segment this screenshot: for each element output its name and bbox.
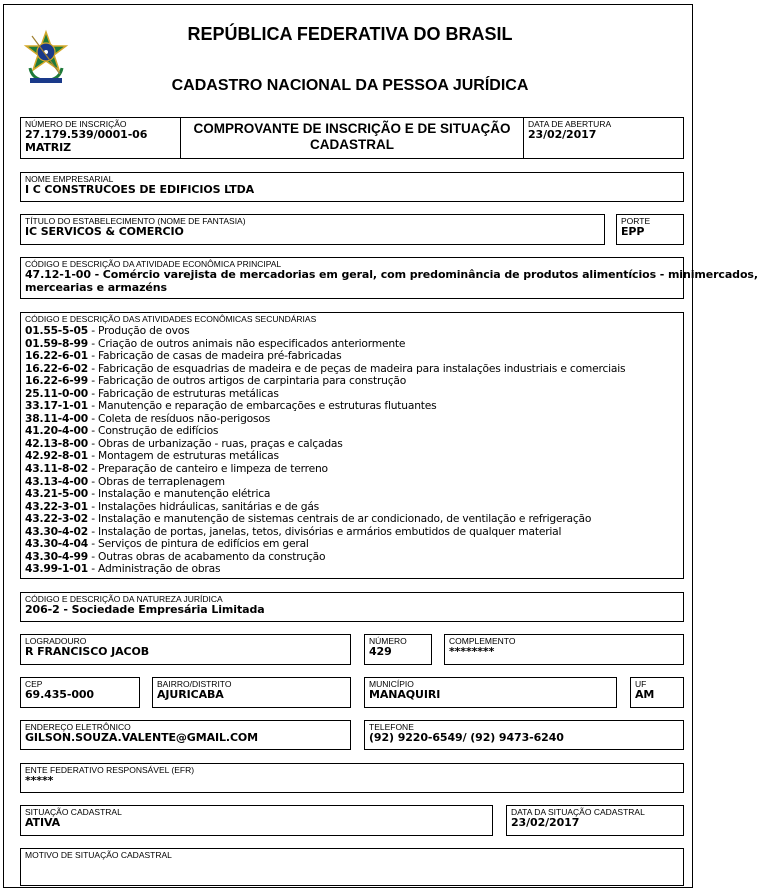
secondary-activity-code: 16.22-6-02 (25, 361, 88, 375)
abertura-value: 23/02/2017 (528, 128, 597, 141)
secondary-activity-item (25, 563, 679, 576)
nome-empresarial-value: I C CONSTRUCOES DE EDIFICIOS LTDA (25, 183, 255, 196)
porte-box (616, 214, 684, 245)
secondary-activity-description: - Manutenção e reparação de embarcações e estruturas flutuantes (88, 399, 437, 413)
numero-label: NÚMERO (369, 636, 407, 646)
motivo-box (20, 848, 684, 886)
situacao-box (20, 805, 493, 836)
secondary-activity-description: - Construção de edifícios (88, 424, 219, 438)
atividades-secundarias-list (25, 325, 679, 576)
secondary-activity-description: - Coleta de resíduos não-perigosos (88, 411, 271, 425)
uf-value: AM (635, 688, 655, 701)
secondary-activity-description: - Instalação e manutenção elétrica (88, 487, 271, 501)
logradouro-value: R FRANCISCO JACOB (25, 645, 150, 658)
telefone-box (364, 720, 684, 750)
secondary-activity-description: - Criação de outros animais não especificados anteriormente (88, 336, 406, 350)
secondary-activity-description: - Obras de urbanização - ruas, praças e calçadas (88, 436, 343, 450)
secondary-activity-code: 33.17-1-01 (25, 399, 88, 413)
motivo-label: MOTIVO DE SITUAÇÃO CADASTRAL (25, 850, 172, 860)
document-title: CADASTRO NACIONAL DA PESSOA JURÍDICA (171, 77, 529, 94)
natureza-value: 206-2 - Sociedade Empresária Limitada (25, 603, 265, 616)
secondary-activity-code: 01.55-5-05 (25, 324, 88, 337)
cep-box (20, 677, 140, 708)
secondary-activity-description: - Montagem de estruturas metálicas (88, 449, 279, 463)
atividade-principal-line1: 47.12-1-00 - Comércio varejista de mercadorias em geral, com predominância de produtos alimentícios - minimercados, (25, 268, 758, 281)
country-title: REPÚBLICA FEDERATIVA DO BRASIL (187, 24, 513, 44)
secondary-activity-code: 25.11-0-00 (25, 386, 88, 400)
inscricao-box (20, 117, 181, 159)
secondary-activity-description: - Instalação e manutenção de sistemas centrais de ar condicionado, de ventilação e refrigeração (88, 512, 592, 526)
natureza-box (20, 592, 684, 622)
natureza-label: CÓDIGO E DESCRIÇÃO DA NATUREZA JURÍDICA (25, 594, 223, 604)
secondary-activity-code: 43.30-4-02 (25, 524, 88, 538)
uf-label: UF (635, 679, 647, 689)
abertura-label: DATA DE ABERTURA (528, 119, 612, 129)
secondary-activity-code: 41.20-4-00 (25, 424, 88, 438)
data-situacao-value: 23/02/2017 (511, 816, 580, 829)
secondary-activity-code: 38.11-4-00 (25, 411, 88, 425)
atividade-principal-line2: mercearias e armazéns (25, 280, 167, 294)
secondary-activity-code: 43.11-8-02 (25, 462, 88, 476)
secondary-activity-description: - Instalação de portas, janelas, tetos, divisórias e armários embutidos de qualquer material (88, 524, 562, 538)
telefone-label: TELEFONE (369, 722, 414, 732)
secondary-activity-description: - Fabricação de casas de madeira pré-fabricadas (88, 349, 342, 363)
logradouro-label: LOGRADOURO (25, 636, 87, 646)
email-box (20, 720, 351, 750)
fantasia-box (20, 214, 605, 245)
logradouro-box (20, 634, 351, 665)
secondary-activity-code: 43.99-1-01 (25, 562, 88, 576)
secondary-activity-code: 16.22-6-01 (25, 349, 88, 363)
cep-value: 69.435-000 (25, 688, 94, 701)
atividades-secundarias-label: CÓDIGO E DESCRIÇÃO DAS ATIVIDADES ECONÔMICAS SECUNDÁRIAS (25, 314, 317, 324)
data-situacao-box (506, 805, 684, 836)
secondary-activity-code: 42.92-8-01 (25, 449, 88, 463)
secondary-activity-code: 43.30-4-04 (25, 537, 88, 551)
secondary-activity-code: 43.22-3-02 (25, 512, 88, 526)
porte-value: EPP (621, 225, 645, 238)
complemento-label: COMPLEMENTO (449, 636, 516, 646)
fantasia-label: TÍTULO DO ESTABELECIMENTO (NOME DE FANTASIA) (25, 216, 246, 226)
secondary-activity-code: 43.22-3-01 (25, 499, 88, 513)
bairro-box (152, 677, 351, 708)
efr-box (20, 763, 684, 793)
comprovante-title: COMPROVANTE DE INSCRIÇÃO E DE SITUAÇÃO CADASTRAL (180, 117, 524, 159)
secondary-activity-code: 43.13-4-00 (25, 474, 88, 488)
inscricao-label: NÚMERO DE INSCRIÇÃO (25, 119, 127, 129)
bairro-label: BAIRRO/DISTRITO (157, 679, 232, 689)
secondary-activity-code: 01.59-8-99 (25, 336, 88, 350)
inscricao-number: 27.179.539/0001-06 (25, 128, 148, 141)
secondary-activity-description: - Administração de obras (88, 562, 221, 576)
secondary-activity-description: - Fabricação de outros artigos de carpintaria para construção (88, 374, 407, 388)
complemento-value: ******** (449, 645, 495, 658)
complemento-box (444, 634, 684, 665)
atividades-secundarias-box (20, 312, 684, 579)
email-value: GILSON.SOUZA.VALENTE@GMAIL.COM (25, 731, 259, 744)
municipio-value: MANAQUIRI (369, 688, 441, 701)
municipio-box (364, 677, 617, 708)
telefone-value: (92) 9220-6549/ (92) 9473-6240 (369, 731, 564, 744)
secondary-activity-description: - Preparação de canteiro e limpeza de terreno (88, 462, 328, 476)
nome-empresarial-box (20, 172, 684, 202)
nome-empresarial-label: NOME EMPRESARIAL (25, 174, 114, 184)
cep-label: CEP (25, 679, 43, 689)
secondary-activity-description: - Serviços de pintura de edifícios em geral (88, 537, 309, 551)
secondary-activity-code: 43.30-4-99 (25, 549, 88, 563)
situacao-value: ATIVA (25, 816, 61, 829)
atividade-principal-box (20, 257, 758, 299)
abertura-box (523, 117, 684, 159)
efr-value: ***** (25, 774, 54, 787)
situacao-label: SITUAÇÃO CADASTRAL (25, 807, 122, 817)
municipio-label: MUNICÍPIO (369, 679, 414, 689)
email-label: ENDEREÇO ELETRÔNICO (25, 722, 131, 732)
atividade-principal-label: CÓDIGO E DESCRIÇÃO DA ATIVIDADE ECONÔMICA PRINCIPAL (25, 259, 282, 269)
numero-value: 429 (369, 645, 392, 658)
porte-label: PORTE (621, 216, 651, 226)
fantasia-value: IC SERVICOS & COMERCIO (25, 225, 184, 238)
numero-box (364, 634, 432, 665)
secondary-activity-description: - Instalações hidráulicas, sanitárias e de gás (88, 499, 320, 513)
secondary-activity-code: 43.21-5-00 (25, 487, 88, 501)
data-situacao-label: DATA DA SITUAÇÃO CADASTRAL (511, 807, 645, 817)
inscricao-type: MATRIZ (25, 140, 72, 154)
efr-label: ENTE FEDERATIVO RESPONSÁVEL (EFR) (25, 765, 195, 775)
bairro-value: AJURICABA (157, 688, 224, 701)
secondary-activity-code: 16.22-6-99 (25, 374, 88, 388)
uf-box (630, 677, 684, 708)
secondary-activity-description: - Obras de terraplenagem (88, 474, 225, 488)
secondary-activity-description: - Fabricação de esquadrias de madeira e de peças de madeira para instalações industriais e comerciais (88, 361, 626, 375)
secondary-activity-code: 42.13-8-00 (25, 436, 88, 450)
secondary-activity-description: - Produção de ovos (88, 324, 190, 337)
secondary-activity-description: - Outras obras de acabamento da construção (88, 549, 326, 563)
secondary-activity-description: - Fabricação de estruturas metálicas (88, 386, 279, 400)
